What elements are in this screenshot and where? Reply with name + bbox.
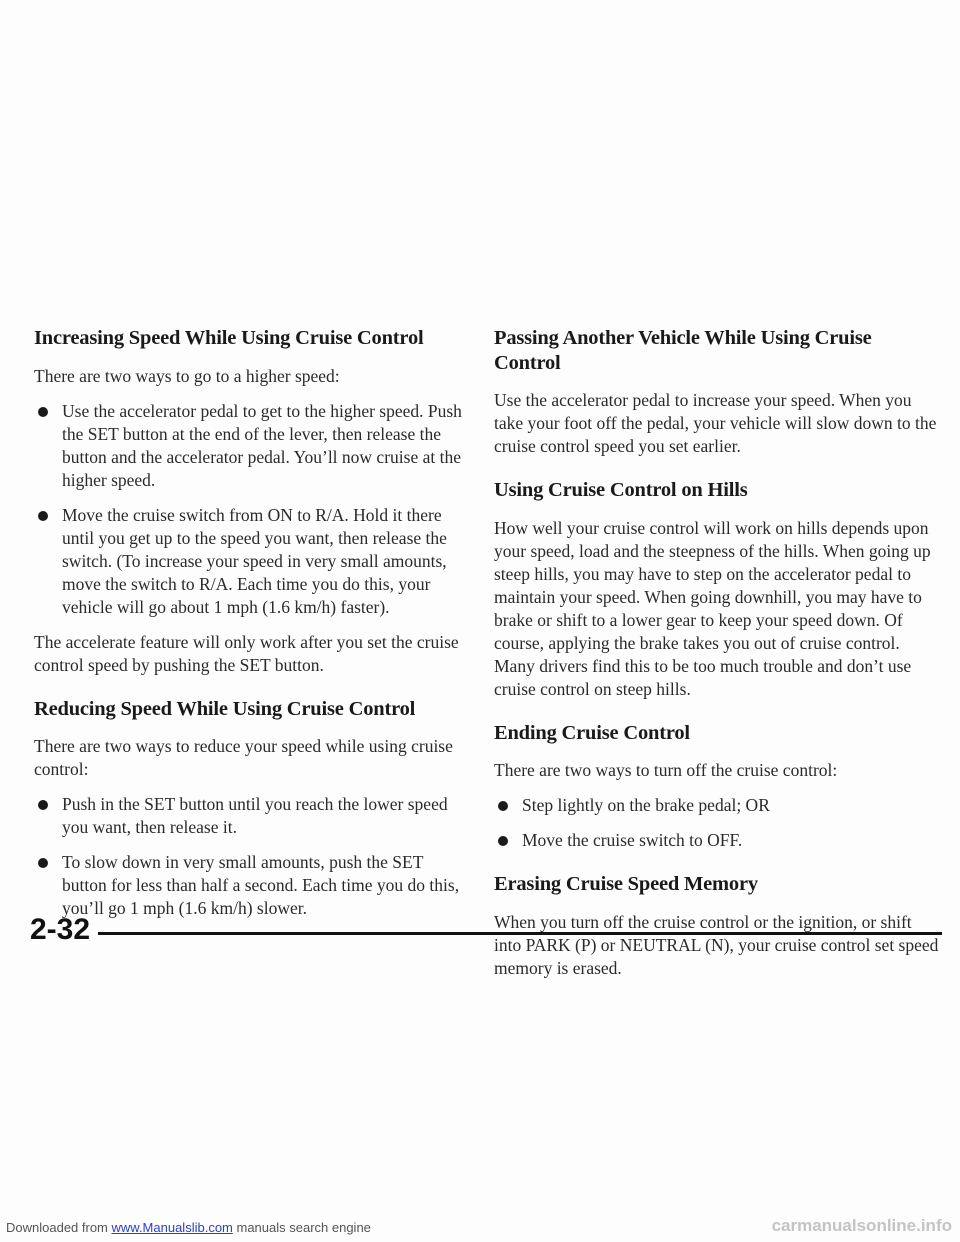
section-heading: Using Cruise Control on Hills [494, 479, 748, 502]
section-intro: There are two ways to go to a higher speed: [34, 365, 340, 386]
manualslib-link[interactable]: www.Manualslib.com [111, 1220, 233, 1235]
bullet-list [494, 794, 940, 852]
reducing-speed-section [34, 697, 466, 921]
section-body: When you turn off the cruise control or the ignition, or shift into PARK (P) or NEUTRAL (N), your cruise control set speed memory is erased. [494, 911, 939, 978]
list-item: Move the cruise switch from ON to R/A. Hold it there until you get up to the speed you want, then release the switch. (To increase your speed in very small amounts, move the switch to R/A. Each time you do this, your vehicle will go about 1 mph (1.6 km/h) faster). [34, 504, 466, 619]
ending-section [494, 721, 940, 853]
site-watermark: carmanualsonline.info [771, 1216, 952, 1235]
bullet-list [34, 400, 466, 619]
bullet-icon [38, 407, 48, 417]
section-body: How well your cruise control will work on hills depends upon your speed, load and the steepness of the hills. When going up steep hills, you may have to step on the accelerator pedal to maintain your speed. When going downhill, you may have to brake or shift to a lower gear to keep your speed down. Of course, applying the brake takes you out of cruise control. Many drivers find this to be too much trouble and don’t use cruise control on steep hills. [494, 517, 931, 699]
increasing-speed-section [34, 326, 466, 677]
page-footer [30, 912, 942, 952]
section-heading: Erasing Cruise Speed Memory [494, 873, 758, 896]
bullet-icon [38, 858, 48, 868]
passing-section [494, 326, 940, 458]
bullet-icon [38, 800, 48, 810]
section-heading: Ending Cruise Control [494, 721, 690, 744]
list-item: To slow down in very small amounts, push the SET button for less than half a second. Each time you do this, you’ll go 1 mph (1.6 km/h) slower. [34, 851, 466, 920]
section-intro: There are two ways to reduce your speed while using cruise control: [34, 736, 453, 780]
bullet-icon [38, 511, 48, 521]
section-heading: Increasing Speed While Using Cruise Control [34, 327, 424, 349]
bullet-list [34, 793, 466, 920]
hills-section [494, 478, 940, 701]
page-number: 2-32 [30, 913, 91, 946]
list-item: Push in the SET button until you reach the lower speed you want, then release it. [34, 793, 466, 839]
section-heading: Reducing Speed While Using Cruise Control [34, 697, 416, 720]
download-watermark: Downloaded from www.Manualslib.com manuals search engine [6, 1220, 371, 1235]
bullet-icon [498, 801, 508, 811]
list-item: Use the accelerator pedal to get to the higher speed. Push the SET button at the end of the lever, then release the button and the accelerator pedal. You’ll now cruise at the higher speed. [34, 400, 466, 492]
footer-rule [98, 932, 942, 935]
section-intro: There are two ways to turn off the cruise control: [494, 760, 838, 781]
list-item: Step lightly on the brake pedal; OR [494, 794, 940, 817]
right-column [494, 326, 940, 992]
section-note: The accelerate feature will only work after you set the cruise control speed by pushing the SET button. [34, 631, 459, 675]
section-heading: Passing Another Vehicle While Using Cruise Control [494, 327, 872, 374]
bullet-icon [498, 836, 508, 846]
list-item: Move the cruise switch to OFF. [494, 829, 940, 852]
left-column [34, 326, 466, 932]
section-body: Use the accelerator pedal to increase your speed. When you take your foot off the pedal, your vehicle will slow down to the cruise control speed you set earlier. [494, 390, 937, 457]
